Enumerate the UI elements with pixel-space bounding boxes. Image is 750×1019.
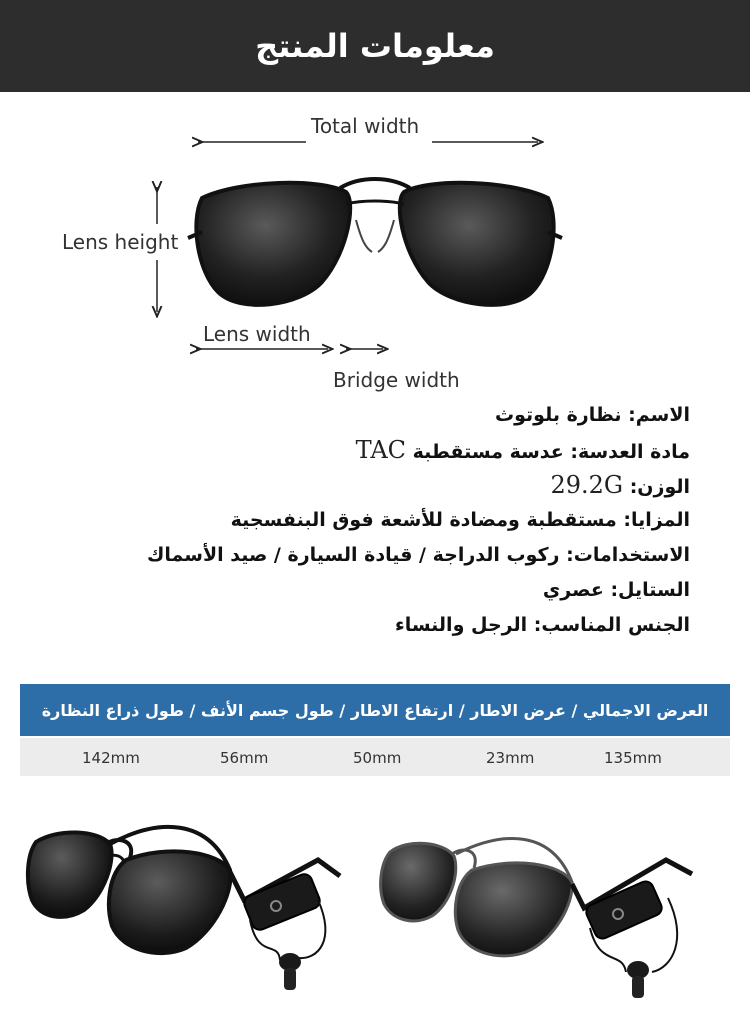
style-label: الستايل: (610, 579, 690, 601)
product-info (30, 398, 690, 643)
product-photo-black (18, 800, 358, 1010)
spec-value-total-width: 142mm (82, 749, 140, 767)
info-uses (30, 538, 690, 573)
total-width-label: Total width (311, 114, 420, 138)
spec-table-header: العرض الاجمالي / عرض الاطار / ارتفاع الاطار / طول جسم الأنف / طول ذراع النظارة (20, 684, 730, 736)
lens-code: TAC (355, 436, 407, 464)
info-weight (30, 468, 690, 503)
name-value: نظارة بلوتوث (495, 404, 622, 426)
info-features (30, 503, 690, 538)
lens-label: مادة العدسة: (570, 441, 690, 463)
bridge-width-label: Bridge width (333, 368, 460, 392)
style-value: عصري (542, 579, 604, 601)
weight-value: 29.2G (550, 471, 624, 499)
spec-table-row (20, 738, 730, 776)
info-name (30, 398, 690, 433)
lens-value: عدسة مستقطبة (412, 441, 564, 463)
spec-value-temple-length: 135mm (604, 749, 662, 767)
page-header (0, 0, 750, 92)
dimension-diagram (0, 92, 750, 402)
info-lens (30, 433, 690, 468)
uses-value: ركوب الدراجة / قيادة السيارة / صيد الأسماك (146, 544, 560, 566)
info-style (30, 573, 690, 608)
features-label: المزايا: (623, 509, 690, 531)
gender-label: الجنس المناسب: (533, 614, 690, 636)
uses-label: الاستخدامات: (566, 544, 690, 566)
info-gender (30, 608, 690, 643)
name-label: الاسم: (628, 404, 690, 426)
lens-width-label: Lens width (203, 322, 311, 346)
features-value: مستقطبة ومضادة للأشعة فوق البنفسجية (230, 509, 617, 531)
product-photo-gray (376, 800, 716, 1010)
page-title: معلومات المنتج (255, 27, 495, 65)
spec-value-bridge-length: 23mm (486, 749, 535, 767)
glasses-front-view (188, 179, 562, 305)
weight-label: الوزن: (629, 476, 690, 498)
spec-value-frame-height: 50mm (353, 749, 402, 767)
lens-height-label: Lens height (62, 230, 179, 254)
spec-value-frame-width: 56mm (220, 749, 269, 767)
gender-value: الرجل والنساء (394, 614, 528, 636)
